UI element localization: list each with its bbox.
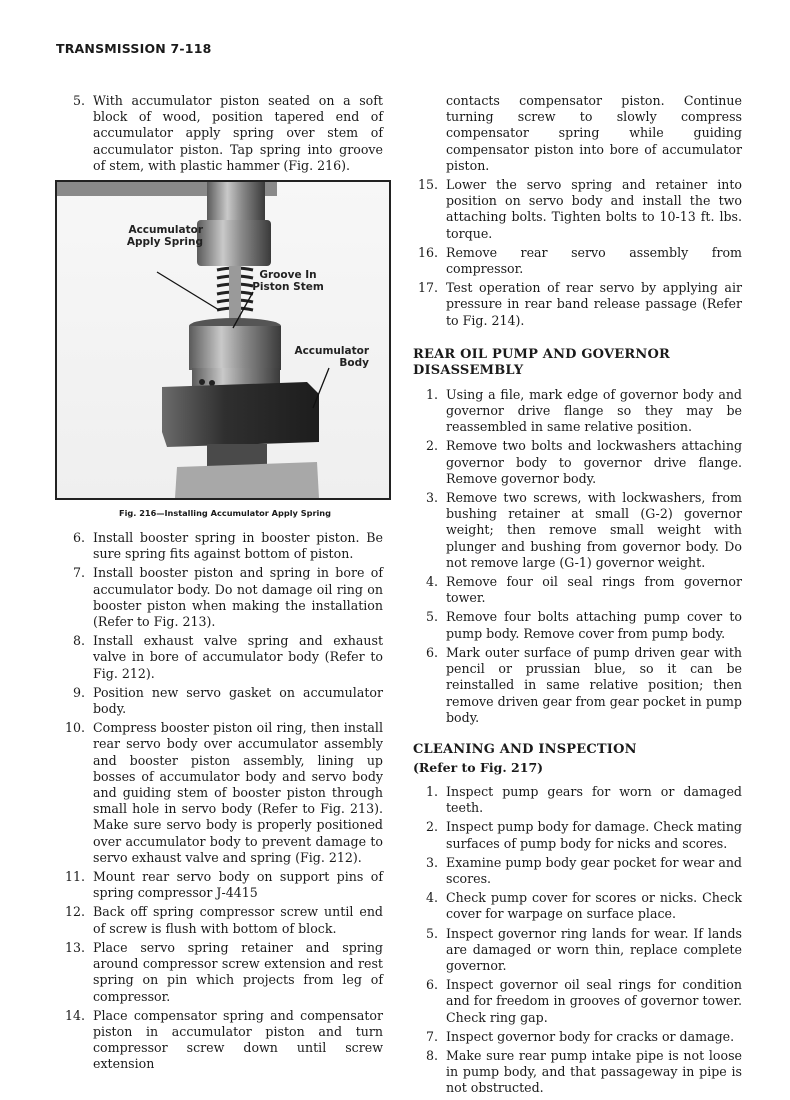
step-16: 16. Remove rear servo assembly from compressor. xyxy=(417,244,742,277)
cleaning-step-4: 4. Check pump cover for scores or nicks. Check cover for warpage on surface place. xyxy=(425,890,742,922)
disassembly-step-5: 5. Remove four bolts attaching pump cover to pump body. Remove cover from pump body. xyxy=(425,609,742,641)
section-subheading-cleaning: (Refer to Fig. 217) xyxy=(413,759,544,775)
cleaning-step-3: 3. Examine pump body gear pocket for wear and scores. xyxy=(425,854,742,886)
cleaning-list xyxy=(413,784,742,1097)
right-column xyxy=(413,93,742,1100)
cleaning-step-2: 2. Inspect pump body for damage. Check mating surfaces of pump body for nicks and scores. xyxy=(425,819,742,851)
step-17: 17. Test operation of rear servo by applying air pressure in rear band release passage (Refer to Fig. 214). xyxy=(417,280,742,328)
disassembly-step-6: 6. Mark outer surface of pump driven gear with pencil or prussian blue, so it can be reinstalled in same relative position; then remove driven gear from gear pocket in pump body. xyxy=(425,644,742,725)
step-15: 15. Lower the servo spring and retainer into position on servo body and install the two attaching bolts. Tighten bolts to 10-13 ft. lbs. torque. xyxy=(417,177,742,241)
disassembly-step-4: 4. Remove four oil seal rings from governor tower. xyxy=(425,574,742,606)
section-heading-cleaning: CLEANING AND INSPECTION xyxy=(413,741,637,757)
disassembly-list xyxy=(413,387,742,726)
step-14-continuation: contacts compensator piston. Continue turning screw to slowly compress compensator spring while guiding compensator piston into bore of accumulator piston. xyxy=(446,93,742,173)
step-11: 11. Mount rear servo body on support pins of spring compressor J-4415 xyxy=(64,869,383,901)
figure-216 xyxy=(55,180,391,500)
cleaning-step-7: 7. Inspect governor body for cracks or damage. xyxy=(425,1028,735,1044)
left-steps-list xyxy=(60,530,383,1073)
disassembly-step-3: 3. Remove two screws, with lockwashers, from bushing retainer at small (G-2) governor weight; then remove small weight with plunger and bushing from governor body. Do not remove large (G-1) governor weight. xyxy=(425,490,742,570)
cleaning-step-8: 8. Make sure rear pump intake pipe is not loose in pump body, and that passageway in pipe is not obstructed. xyxy=(425,1047,742,1096)
step-9: 9. Position new servo gasket on accumulator body. xyxy=(72,684,383,717)
step-5: 5. With accumulator piston seated on a soft block of wood, position tapered end of accumulator apply spring over stem of accumulator piston. Tap spring into groove of stem, with plastic hammer (Fig. 216). xyxy=(72,93,383,173)
step-14: 14. Place compensator spring and compensator piston in accumulator piston and turn compressor screw down until screw extension xyxy=(64,1007,383,1072)
cleaning-step-5: 5. Inspect governor ring lands for wear. If lands are damaged or worn thin, replace complete governor. xyxy=(425,925,742,973)
section-heading-disassembly: REAR OIL PUMP AND GOVERNOR DISASSEMBLY xyxy=(413,346,670,378)
step-12: 12. Back off spring compressor screw until end of screw is flush with bottom of block. xyxy=(64,904,383,936)
figure-caption: Fig. 216—Installing Accumulator Apply Spring xyxy=(119,508,331,519)
step-8: 8. Install exhaust valve spring and exhaust valve in bore of accumulator body (Refer to Fig. 212). xyxy=(72,633,383,681)
accumulator-illustration xyxy=(57,182,389,498)
cleaning-step-6: 6. Inspect governor oil seal rings for condition and for freedom in grooves of governor tower. Check ring gap. xyxy=(425,977,742,1025)
disassembly-step-1: 1. Using a file, mark edge of governor body and governor drive flange so they may be reassembled in same relative position. xyxy=(425,386,742,435)
step-6: 6. Install booster spring in booster piston. Be sure spring fits against bottom of piston. xyxy=(72,530,383,562)
label-accumulator-apply-spring: Accumulator Apply Spring xyxy=(126,224,203,249)
step-7: 7. Install booster piston and spring in bore of accumulator body. Do not damage oil ring on booster piston when making the installation (Refer to Fig. 213). xyxy=(72,565,383,630)
step-13: 13. Place servo spring retainer and spring around compressor screw extension and rest spring on pin which projects from leg of compressor. xyxy=(64,939,383,1004)
step-10: 10. Compress booster piston oil ring, then install rear servo body over accumulator assembly and booster piston assembly, lining up bosses of accumulator body and servo body and guiding stem of booster piston through small hole in servo body (Refer to Fig. 213). Make sure servo body is properly positioned over accumulator body to prevent damage to servo exhaust valve and spring (Fig. 212). xyxy=(64,720,383,865)
disassembly-step-2: 2. Remove two bolts and lockwashers attaching governor body to governor drive flange. Remove governor body. xyxy=(425,438,742,486)
page-header: TRANSMISSION 7-118 xyxy=(56,41,212,56)
cleaning-step-1: 1. Inspect pump gears for worn or damaged teeth. xyxy=(425,783,742,816)
label-groove-in-piston-stem: Groove In Piston Stem xyxy=(252,269,324,294)
left-column xyxy=(60,93,383,1076)
label-accumulator-body: Accumulator Body xyxy=(294,345,369,370)
